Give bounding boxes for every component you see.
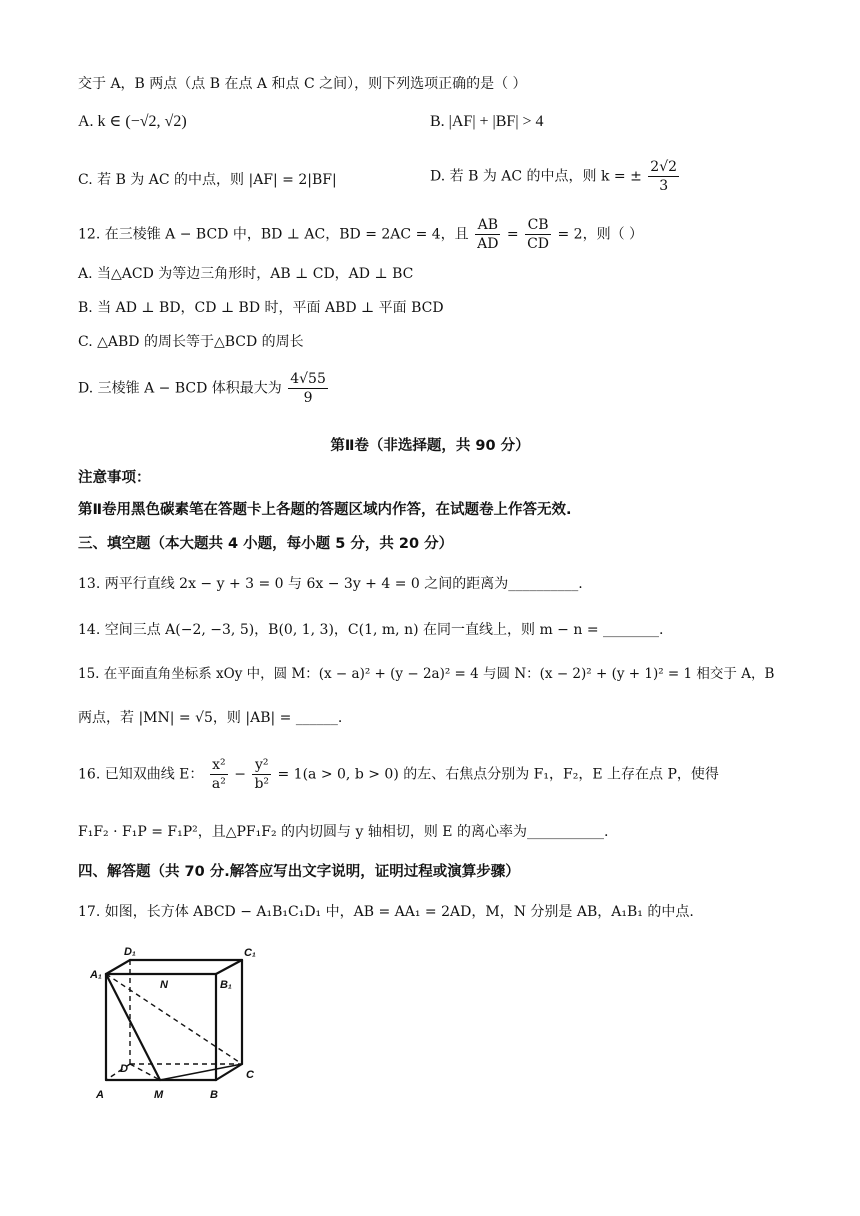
fraction-numerator: y² <box>252 756 271 775</box>
q11-stem-tail: 交于 A，B 两点（点 B 在点 A 和点 C 之间），则下列选项正确的是（ ） <box>78 76 527 92</box>
q11-option-a: A. k ∈ (−√2, √2) <box>78 113 187 130</box>
q15-line2: 两点，若 |MN| = √5，则 |AB| = ______. <box>78 710 343 726</box>
fraction-numerator: CB <box>525 216 551 235</box>
fraction-denominator: CD <box>527 236 550 252</box>
fraction-denominator: 3 <box>659 178 669 194</box>
q16-line2: F₁F₂ · F₁P = F₁P²，且△PF₁F₂ 的内切圆与 y 轴相切，则 E 的离心率为___________. <box>78 824 609 840</box>
q12-option-d-text: D. 三棱锥 A − BCD 体积最大为 <box>78 380 282 397</box>
q14: 14. 空间三点 A(−2, −3, 5)，B(0, 1, 3)，C(1, m, n) 在同一直线上，则 m − n = ________. <box>78 622 664 638</box>
label-a1: A₁ <box>90 969 102 981</box>
label-a: A <box>96 1089 104 1101</box>
fraction-denominator: a² <box>211 776 226 792</box>
label-d1: D₁ <box>124 946 136 958</box>
label-b: B <box>210 1089 218 1101</box>
fraction-denominator: 9 <box>303 390 313 406</box>
q12-option-d <box>78 370 330 407</box>
q12-option-b: B. 当 AD ⊥ BD，CD ⊥ BD 时，平面 ABD ⊥ 平面 BCD <box>78 300 444 316</box>
cuboid-figure <box>90 944 270 1104</box>
label-d: D <box>120 1063 128 1075</box>
part2-title: 第Ⅱ卷（非选择题，共 90 分） <box>330 438 530 454</box>
fraction-denominator: AD <box>477 236 499 252</box>
q16-post: = 1(a > 0, b > 0) 的左、右焦点分别为 F₁，F₂，E 上存在点 P，使得 <box>277 766 719 783</box>
fraction-numerator: 2√2 <box>650 159 678 175</box>
q16-frac-y <box>252 756 271 793</box>
fraction-numerator: AB <box>475 216 500 235</box>
label-c: C <box>246 1069 254 1081</box>
q12-option-a: A. 当△ACD 为等边三角形时，AB ⊥ CD，AD ⊥ BC <box>78 266 414 282</box>
q16-line1 <box>78 756 719 793</box>
q11-option-c: C. 若 B 为 AC 的中点，则 |AF| = 2|BF| <box>78 172 337 188</box>
q17: 17. 如图，长方体 ABCD − A₁B₁C₁D₁ 中，AB = AA₁ = 2AD，M，N 分别是 AB，A₁B₁ 的中点. <box>78 904 694 920</box>
q12-option-c: C. △ABD 的周长等于△BCD 的周长 <box>78 334 304 350</box>
q11-option-d-fraction <box>648 158 679 195</box>
edge-c1b1 <box>216 960 242 974</box>
q16-frac-x <box>210 756 228 793</box>
label-c1: C₁ <box>244 947 256 959</box>
q16-minus: − <box>234 766 246 783</box>
q11-option-d-text: D. 若 B 为 AC 的中点，则 k = ± <box>430 168 642 185</box>
label-n: N <box>160 979 168 991</box>
q11-option-b: B. |AF| + |BF| > 4 <box>430 113 544 130</box>
label-m: M <box>154 1089 164 1101</box>
edge-a1d1 <box>106 960 130 974</box>
q15-line1: 15. 在平面直角坐标系 xOy 中，圆 M：(x − a)² + (y − 2a)² = 4 与圆 N：(x − 2)² + (y + 1)² = 1 相交于 A，B <box>78 666 775 682</box>
label-b1: B₁ <box>220 979 232 991</box>
q13: 13. 两平行直线 2x − y + 3 = 0 与 6x − 3y + 4 = 0 之间的距离为__________. <box>78 576 583 592</box>
q11-option-d <box>430 158 681 195</box>
q12-stem-post: = 2，则（ ） <box>557 226 644 243</box>
fraction-numerator: x² <box>210 756 228 775</box>
q12-option-d-fraction <box>288 370 328 407</box>
notice-body: 第Ⅱ卷用黑色碳素笔在答题卡上各题的答题区域内作答，在试题卷上作答无效. <box>78 502 572 518</box>
section3-heading: 三、填空题（本大题共 4 小题，每小题 5 分，共 20 分） <box>78 536 454 552</box>
fraction-numerator: 4√55 <box>290 371 326 387</box>
q16-pre: 16. 已知双曲线 E： <box>78 766 204 783</box>
fraction-denominator: b² <box>254 776 270 792</box>
notice-heading: 注意事项： <box>78 470 151 486</box>
q12-stem: 12. 在三棱锥 A − BCD 中，BD ⊥ AC，BD = 2AC = 4，且 $\frac{AB}{AD}$ = $\frac{CB}{CD}$ = 2，则（ ） <box>78 217 644 252</box>
section4-heading: 四、解答题（共 70 分.解答应写出文字说明，证明过程或演算步骤） <box>78 864 520 880</box>
q12-stem-pre: 12. 在三棱锥 A − BCD 中，BD ⊥ AC，BD = 2AC = 4，且 <box>78 226 469 243</box>
q12-frac-ab-ad <box>475 216 500 253</box>
q12-frac-cb-cd <box>525 216 551 253</box>
